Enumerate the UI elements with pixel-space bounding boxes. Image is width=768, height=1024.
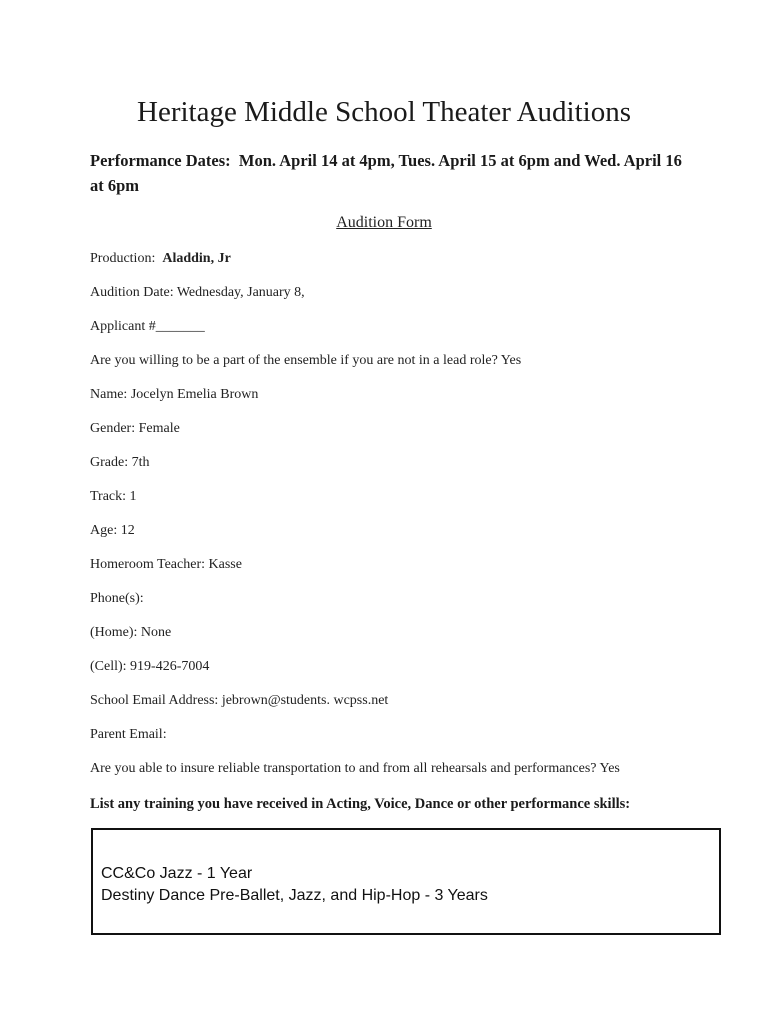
page-title: Heritage Middle School Theater Auditions bbox=[137, 96, 631, 128]
cell-phone-field: (Cell): 919-426-7004 bbox=[90, 659, 210, 674]
training-entry: Destiny Dance Pre-Ballet, Jazz, and Hip-Hop - 3 Years bbox=[101, 887, 488, 904]
audition-date-field: Audition Date: Wednesday, January 8, bbox=[90, 285, 305, 300]
age-field: Age: 12 bbox=[90, 523, 135, 538]
performance-dates-label: Performance Dates: bbox=[90, 151, 231, 170]
track-field: Track: 1 bbox=[90, 489, 137, 504]
training-entry: CC&Co Jazz - 1 Year bbox=[101, 865, 253, 882]
grade-field: Grade: 7th bbox=[90, 455, 150, 470]
performance-dates-value: Mon. April 14 at 4pm, Tues. April 15 at 6pm and Wed. April 16 at 6pm bbox=[90, 151, 682, 195]
ensemble-question: Are you willing to be a part of the ensemble if you are not in a lead role? Yes bbox=[90, 353, 522, 368]
training-box bbox=[91, 828, 721, 935]
applicant-number-field: Applicant #_______ bbox=[90, 319, 205, 334]
parent-email-field: Parent Email: bbox=[90, 727, 167, 742]
name-field: Name: Jocelyn Emelia Brown bbox=[90, 387, 259, 402]
production-value: Aladdin, Jr bbox=[162, 251, 231, 266]
production-label: Production: bbox=[90, 251, 156, 266]
production-field bbox=[90, 249, 231, 269]
performance-dates bbox=[90, 148, 690, 198]
homeroom-teacher-field: Homeroom Teacher: Kasse bbox=[90, 557, 242, 572]
gender-field: Gender: Female bbox=[90, 421, 180, 436]
training-label: List any training you have received in Acting, Voice, Dance or other performance skills: bbox=[90, 796, 631, 812]
form-heading: Audition Form bbox=[336, 214, 432, 231]
school-email-field: School Email Address: jebrown@students. wcpss.net bbox=[90, 693, 389, 708]
home-phone-field: (Home): None bbox=[90, 625, 172, 640]
phones-label: Phone(s): bbox=[90, 591, 144, 606]
transportation-question: Are you able to insure reliable transportation to and from all rehearsals and performances? Yes bbox=[90, 761, 620, 776]
